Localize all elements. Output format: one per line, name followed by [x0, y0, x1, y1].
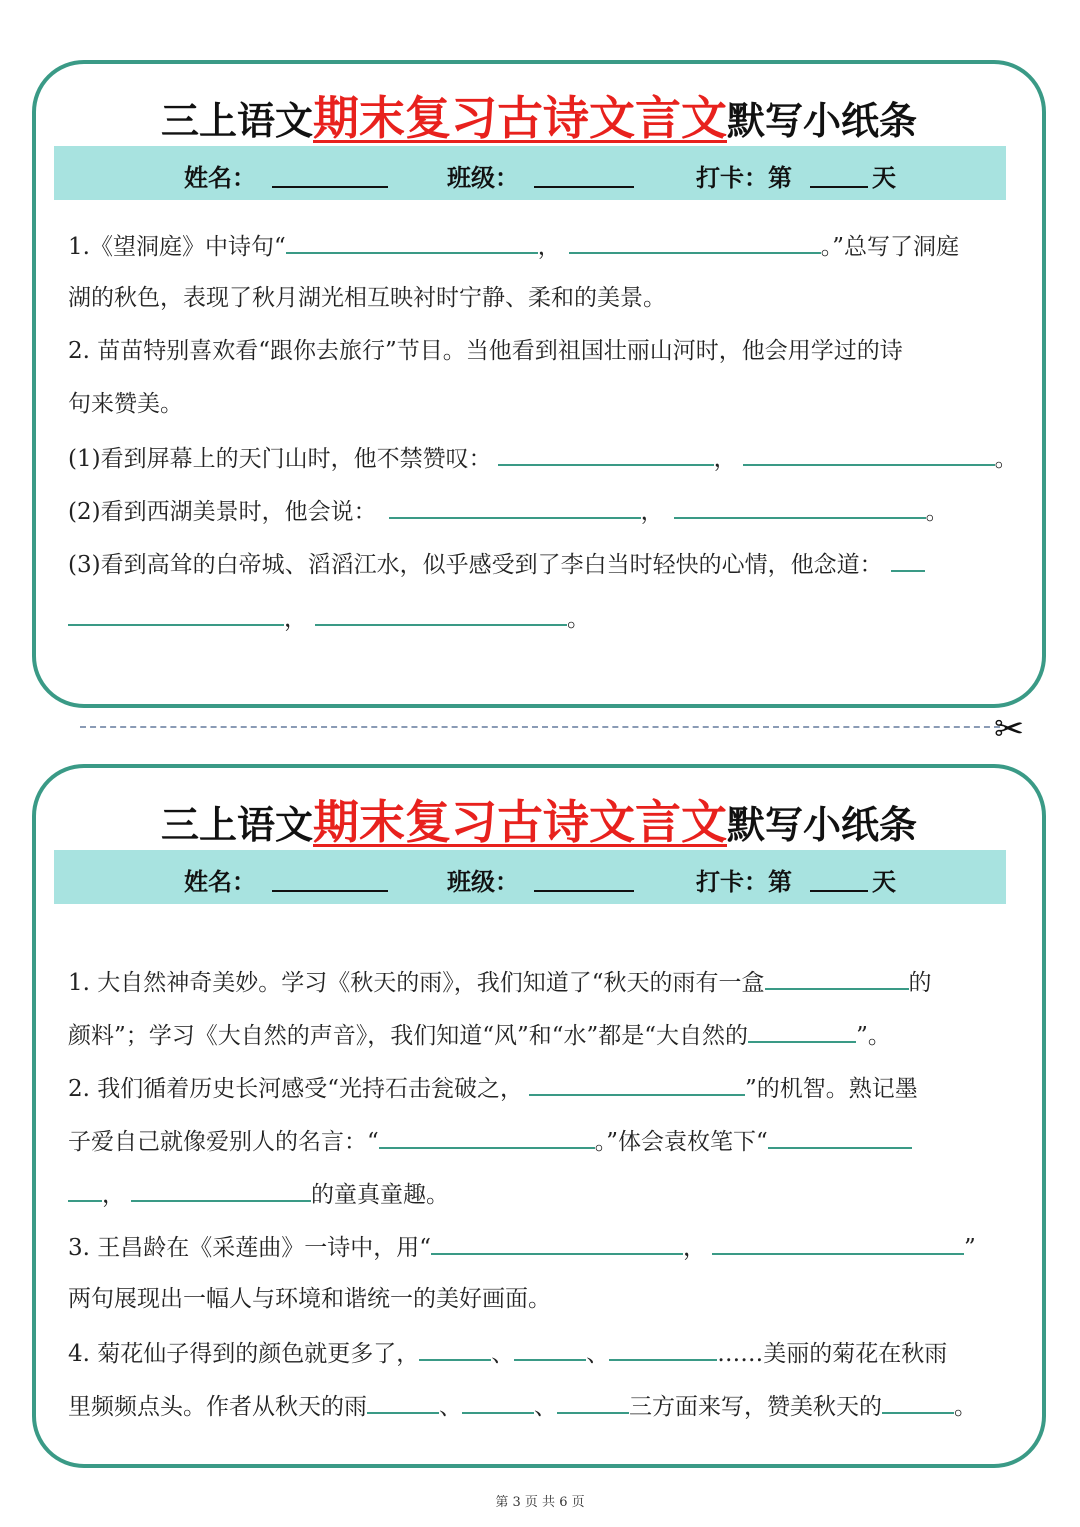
c1-q2-sub3-line2: ， 。 [68, 602, 590, 634]
class-field[interactable] [534, 890, 634, 892]
blank[interactable] [68, 1178, 102, 1202]
title-prefix: 三上语文 [160, 803, 313, 847]
checkin-day-field[interactable] [810, 890, 868, 892]
card2-info-bar [54, 850, 1006, 904]
blank[interactable] [569, 230, 821, 254]
c1-q2-line2: 句来赞美。 [68, 391, 183, 417]
blank[interactable] [379, 1125, 595, 1149]
checkin-label: 打卡：第 [696, 868, 792, 896]
name-label: 姓名： [184, 868, 256, 896]
blank[interactable] [68, 602, 284, 626]
blank[interactable] [514, 1337, 586, 1361]
blank[interactable] [131, 1178, 311, 1202]
c1-q2-sub2: (2)看到西湖美景时，他会说： ， 。 [68, 495, 949, 527]
blank[interactable] [674, 495, 926, 519]
title-highlight: 期末复习古诗文言文 [313, 91, 727, 145]
blank[interactable] [389, 495, 641, 519]
scissors-icon: ✂ [994, 709, 1025, 750]
blank[interactable] [882, 1390, 954, 1414]
c1-q1-line1: 1.《望洞庭》中诗句“ ， 。”总写了洞庭 [68, 230, 959, 262]
blank[interactable] [712, 1231, 964, 1255]
c1-q2-sub1: (1)看到屏幕上的天门山时，他不禁赞叹： ， 。 [68, 442, 1018, 474]
checkin-label: 打卡：第 [696, 164, 792, 192]
c2-q1-line1: 1. 大自然神奇美妙。学习《秋天的雨》，我们知道了“秋天的雨有一盒 的 [68, 966, 932, 998]
blank[interactable] [462, 1390, 534, 1414]
title-prefix: 三上语文 [160, 99, 313, 143]
class-field[interactable] [534, 186, 634, 188]
c2-q1-line2: 颜料”；学习《大自然的声音》，我们知道“风”和“水”都是“大自然的 ”。 [68, 1019, 891, 1051]
blank[interactable] [557, 1390, 629, 1414]
checkin-suffix: 天 [872, 164, 896, 192]
card2-title [36, 786, 1042, 852]
blank[interactable] [315, 602, 567, 626]
class-label: 班级： [447, 164, 519, 192]
blank[interactable] [367, 1390, 439, 1414]
title-suffix: 默写小纸条 [727, 803, 918, 847]
c2-q2-line2: 子爱自己就像爱别人的名言：“ 。”体会袁枚笔下“ [68, 1125, 912, 1157]
title-highlight: 期末复习古诗文言文 [313, 795, 727, 849]
name-field[interactable] [272, 890, 388, 892]
blank[interactable] [286, 230, 538, 254]
c2-q3-line1: 3. 王昌龄在《采莲曲》一诗中，用“ ， ” [68, 1231, 976, 1263]
blank[interactable] [431, 1231, 683, 1255]
blank[interactable] [765, 966, 909, 990]
card1-title [36, 82, 1042, 148]
title-suffix: 默写小纸条 [727, 99, 918, 143]
c2-q3-line2: 两句展现出一幅人与环境和谐统一的美好画面。 [68, 1286, 551, 1312]
cut-line [80, 726, 1000, 728]
checkin-day-field[interactable] [810, 186, 868, 188]
blank[interactable] [529, 1072, 745, 1096]
card1-info-bar [54, 146, 1006, 200]
worksheet-card-2 [32, 764, 1046, 1468]
c2-q4-line2: 里频频点头。作者从秋天的雨 、 、 三方面来写，赞美秋天的 。 [68, 1390, 977, 1422]
blank[interactable] [891, 548, 925, 572]
c1-q1-line2: 湖的秋色，表现了秋月湖光相互映衬时宁静、柔和的美景。 [68, 285, 666, 311]
checkin-suffix: 天 [872, 868, 896, 896]
blank[interactable] [498, 442, 714, 466]
name-label: 姓名： [184, 164, 256, 192]
blank[interactable] [743, 442, 995, 466]
blank[interactable] [609, 1337, 717, 1361]
name-field[interactable] [272, 186, 388, 188]
c2-q2-line3: ， 的童真童趣。 [68, 1178, 449, 1210]
class-label: 班级： [447, 868, 519, 896]
c1-q2-sub3: (3)看到高耸的白帝城、滔滔江水，似乎感受到了李白当时轻快的心情，他念道： [68, 548, 925, 580]
c2-q4-line1: 4. 菊花仙子得到的颜色就更多了， 、 、 ……美丽的菊花在秋雨 [68, 1337, 947, 1369]
blank[interactable] [748, 1019, 856, 1043]
c1-q2-line1: 2. 苗苗特别喜欢看“跟你去旅行”节目。当他看到祖国壮丽山河时，他会用学过的诗 [68, 338, 903, 364]
c2-q2-line1: 2. 我们循着历史长河感受“光持石击瓮破之， ”的机智。熟记墨 [68, 1072, 918, 1104]
worksheet-card-1 [32, 60, 1046, 708]
blank[interactable] [419, 1337, 491, 1361]
page-number: 第 3 页 共 6 页 [495, 1495, 585, 1510]
blank[interactable] [768, 1125, 912, 1149]
